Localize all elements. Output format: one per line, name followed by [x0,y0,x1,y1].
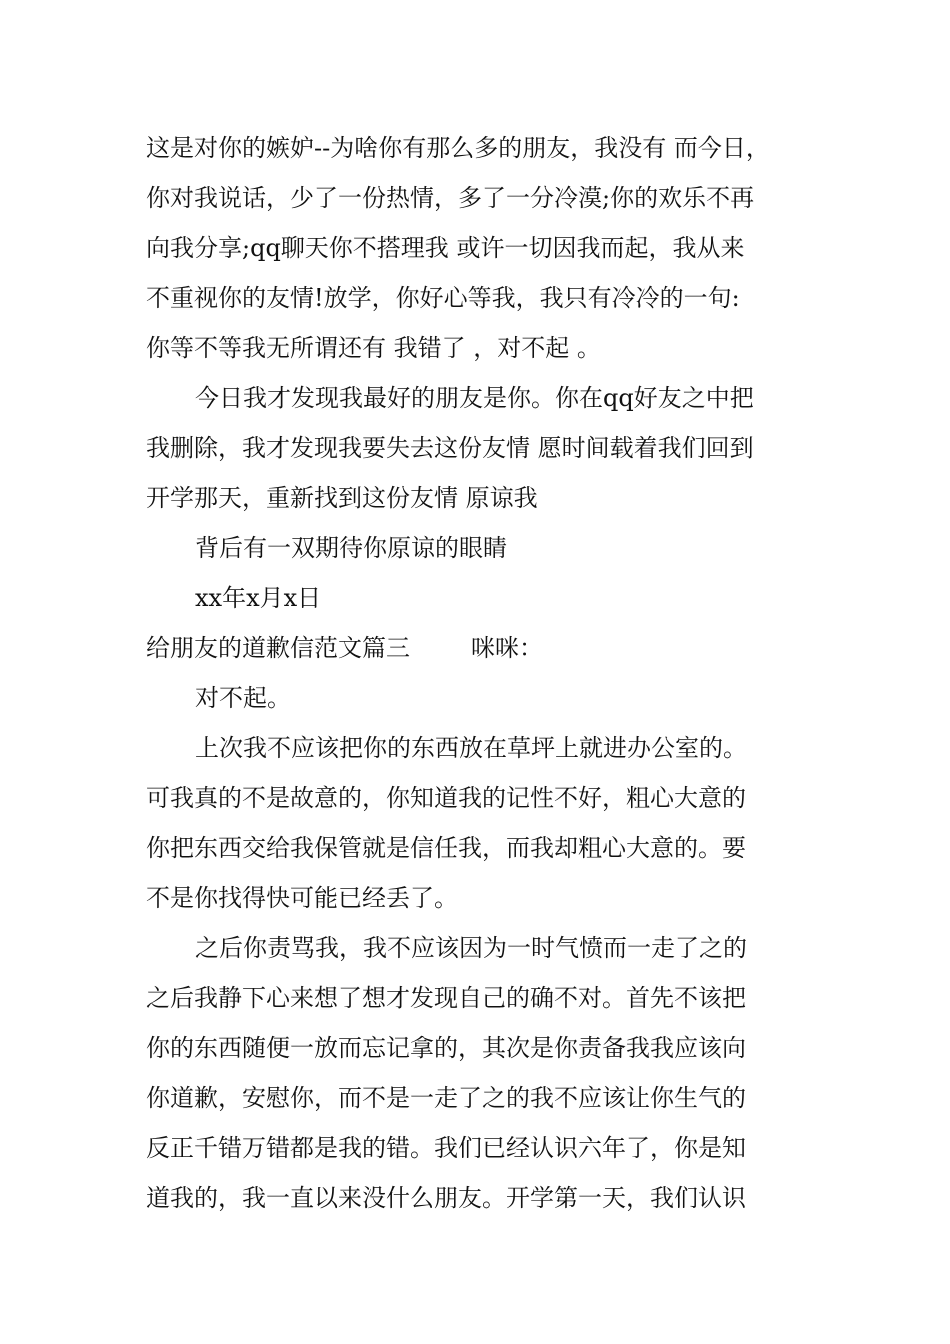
text-line: 对不起。 [195,684,291,712]
text-line: 背后有一双期待你原谅的眼睛 [195,534,507,562]
text-line: 这是对你的嫉妒--为啥你有那么多的朋友，我没有 而今日， [146,134,770,162]
section-heading: 给朋友的道歉信范文篇三 咪咪： [146,634,544,662]
text-line: 可我真的不是故意的，你知道我的记性不好，粗心大意的 [146,784,746,812]
text-line: 你把东西交给我保管就是信任我，而我却粗心大意的。要 [146,834,746,862]
text-line: 之后我静下心来想了想才发现自己的确不对。首先不该把 [146,984,746,1012]
text-line: 你道歉，安慰你，而不是一走了之的我不应该让你生气的 [146,1084,746,1112]
text-line: 我删除，我才发现我要失去这份友情 愿时间载着我们回到 [146,434,754,462]
text-line: 你对我说话，少了一份热情，多了一分冷漠;你的欢乐不再 [146,184,755,212]
text-line: 之后你责骂我，我不应该因为一时气愤而一走了之的 [195,934,747,962]
text-line: 开学那天，重新找到这份友情 原谅我 [146,484,538,512]
text-line: 今日我才发现我最好的朋友是你。你在qq好友之中把 [195,384,754,412]
text-line: 你的东西随便一放而忘记拿的，其次是你责备我我应该向 [146,1034,746,1062]
text-line: 反正千错万错都是我的错。我们已经认识六年了，你是知 [146,1134,746,1162]
text-line: 道我的，我一直以来没什么朋友。开学第一天，我们认识 [146,1184,746,1212]
text-line: 上次我不应该把你的东西放在草坪上就进办公室的。 [195,734,747,762]
text-line: 向我分享;qq聊天你不搭理我 或许一切因我而起，我从来 [146,234,745,262]
text-line: 你等不等我无所谓还有 我错了 ，对不起 。 [146,334,601,362]
text-line: 不重视你的友情!放学，你好心等我，我只有冷冷的一句: [146,284,740,312]
text-line: 不是你找得快可能已经丢了。 [146,884,458,912]
date-line: xx年x月x日 [195,584,322,612]
